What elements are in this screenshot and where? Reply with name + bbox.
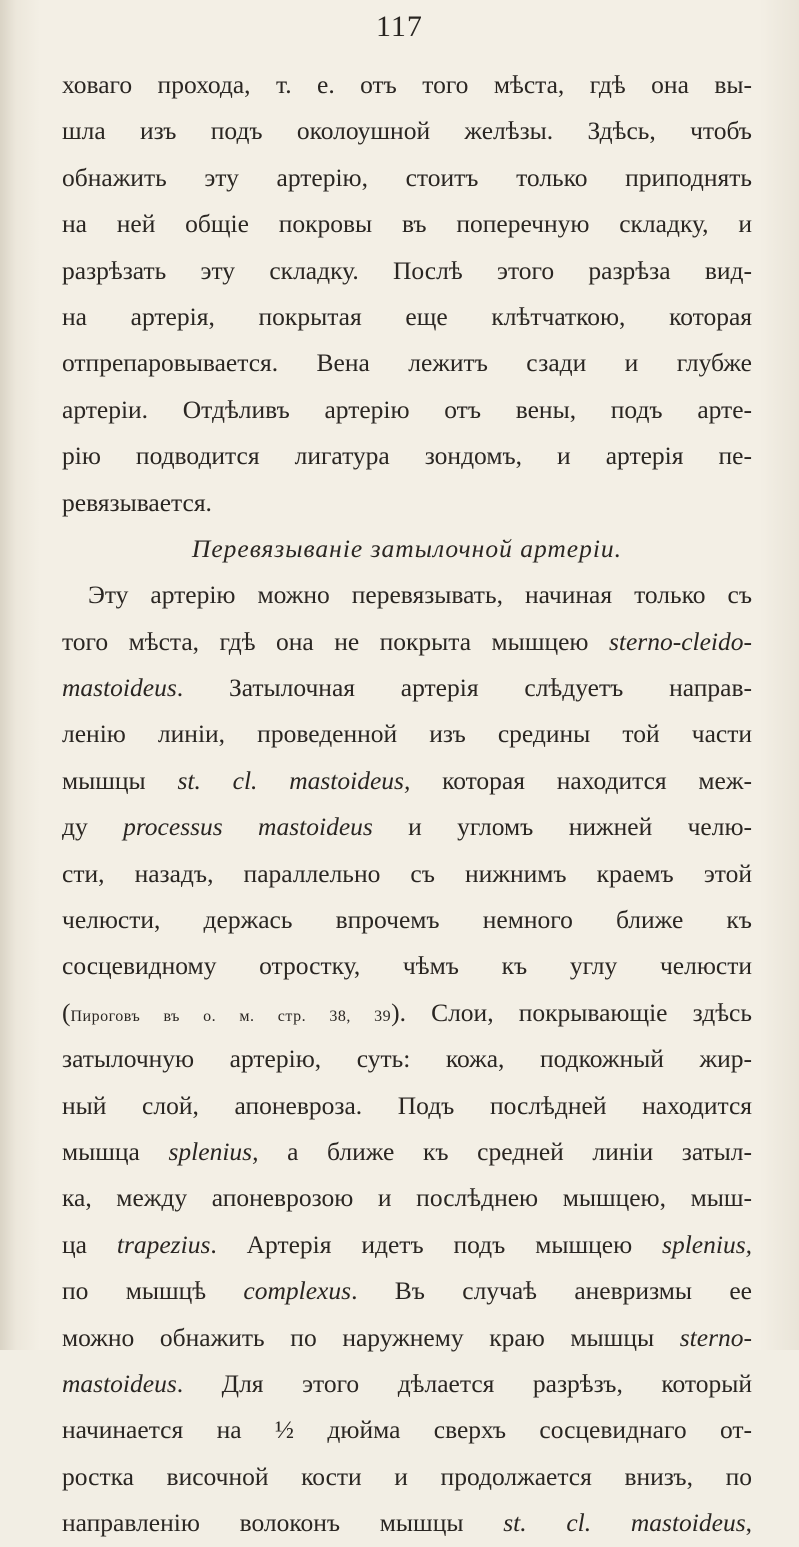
text-line <box>62 294 752 340</box>
latin-term: trapezius <box>116 1229 211 1259</box>
text-segment: челюсти, держась впрочемъ немного ближе къ <box>62 905 752 935</box>
text-segment: Эту артерію можно перевязывать, начиная только съ <box>88 580 752 610</box>
text-line <box>62 711 752 757</box>
latin-term: st. cl. mastoideus, <box>177 765 411 795</box>
latin-term: processus mastoideus <box>123 812 373 842</box>
latin-term: mastoideus <box>62 673 177 703</box>
text-segment: затылочную артерію, суть: кожа, подкожный жир- <box>62 1044 752 1074</box>
text-segment: ростка височной кости и продолжается внизъ, по <box>62 1461 752 1491</box>
text-line <box>62 155 752 201</box>
text-line <box>62 1129 752 1175</box>
text-segment: . Артерія идетъ подъ мышцею <box>210 1229 663 1259</box>
text-line <box>62 851 752 897</box>
text-line <box>62 758 752 804</box>
text-segment: ревязывается. <box>62 487 212 517</box>
text-line <box>62 665 752 711</box>
text-line <box>62 387 752 433</box>
text-line <box>62 1454 752 1500</box>
text-line <box>62 943 752 989</box>
text-segment: ( <box>62 997 71 1027</box>
text-segment: . Затылочная артерія слѣдуетъ направ- <box>176 673 752 703</box>
text-segment: ду <box>62 812 124 842</box>
text-line <box>62 619 752 665</box>
text-segment: которая находится меж- <box>410 765 752 795</box>
latin-term: mastoideus <box>62 1368 177 1398</box>
text-segment: шла изъ подъ околоушной желѣзы. Здѣсь, чтобъ <box>62 116 752 146</box>
text-line <box>62 804 752 850</box>
text-segment: . Въ случаѣ аневризмы ее <box>351 1276 752 1306</box>
text-segment: ленію линіи, проведенной изъ средины той части <box>62 719 752 749</box>
citation: Пироговъ въ о. м. стр. 38, 39 <box>70 1007 392 1025</box>
text-line <box>62 1222 752 1268</box>
page-number: 117 <box>376 10 423 43</box>
text-segment: ка, между апоневрозою и послѣднею мышцею, мыш- <box>62 1183 752 1213</box>
text-line <box>62 1315 752 1361</box>
text-line <box>62 340 752 386</box>
section-heading <box>62 526 752 572</box>
text-segment: рію подводится лигатура зондомъ, и артерія пе- <box>62 441 752 471</box>
text-segment: на ней общіе покровы въ поперечную складку, и <box>62 209 752 239</box>
text-segment: и угломъ нижней челю- <box>372 812 752 842</box>
text-line <box>62 62 752 108</box>
latin-term: sterno- <box>679 1322 752 1352</box>
text-line <box>62 572 752 618</box>
text-segment: артеріи. Отдѣливъ артерію отъ вены, подъ арте- <box>62 394 752 424</box>
text-line <box>62 1083 752 1129</box>
text-line <box>62 108 752 154</box>
text-line <box>62 480 752 526</box>
text-segment: обнажить эту артерію, стоитъ только приподнять <box>62 162 752 192</box>
text-segment: того мѣста, гдѣ она не покрыта мышцею <box>62 626 609 656</box>
text-segment: Перевязываніе затылочной артеріи. <box>191 533 623 563</box>
latin-term: complexus <box>243 1276 352 1306</box>
text-segment: мышцы <box>62 765 178 795</box>
text-segment: а ближе къ средней линіи затыл- <box>258 1136 752 1166</box>
text-line <box>62 1036 752 1082</box>
text-segment: сти, назадъ, параллельно съ нижнимъ краемъ этой <box>62 858 752 888</box>
latin-term: splenius, <box>168 1136 259 1166</box>
text-line <box>62 1268 752 1314</box>
text-segment: ховаго прохода, т. е. отъ того мѣста, гдѣ она вы- <box>62 70 752 99</box>
latin-term: sterno-cleido- <box>608 626 752 656</box>
text-segment: сосцевидному отростку, чѣмъ къ углу челюсти <box>62 951 752 981</box>
text-segment: разрѣзать эту складку. Послѣ этого разрѣза вид- <box>62 255 752 285</box>
text-segment: отпрепаровывается. Вена лежитъ сзади и глубже <box>62 348 752 378</box>
text-line <box>62 433 752 479</box>
text-line <box>62 1175 752 1221</box>
text-segment: на артерія, покрытая еще клѣтчаткою, которая <box>62 301 752 331</box>
text-segment: ный слой, апоневроза. Подъ послѣдней находится <box>62 1090 752 1120</box>
text-segment: , <box>745 1508 752 1538</box>
text-segment: по мышцѣ <box>62 1276 244 1306</box>
latin-term: st. cl. mastoideus <box>503 1508 746 1538</box>
text-segment: . Для этого дѣлается разрѣзъ, который <box>176 1368 752 1398</box>
text-line <box>62 1407 752 1453</box>
text-line <box>62 897 752 943</box>
text-line <box>62 1361 752 1407</box>
text-segment: направленію волоконъ мышцы <box>62 1508 504 1538</box>
text-line <box>62 1500 752 1546</box>
text-segment: можно обнажить по наружнему краю мышцы <box>62 1322 680 1352</box>
text-segment: мышца <box>62 1136 169 1166</box>
text-line <box>62 990 752 1036</box>
text-segment: начинается на ½ дюйма сверхъ сосцевиднаго от- <box>62 1415 752 1445</box>
body-text <box>62 62 752 1547</box>
text-segment: ца <box>62 1229 117 1259</box>
text-line <box>62 248 752 294</box>
latin-term: splenius, <box>662 1229 752 1259</box>
text-segment: ). Слои, покрывающіе здѣсь <box>391 997 752 1027</box>
text-line <box>62 201 752 247</box>
